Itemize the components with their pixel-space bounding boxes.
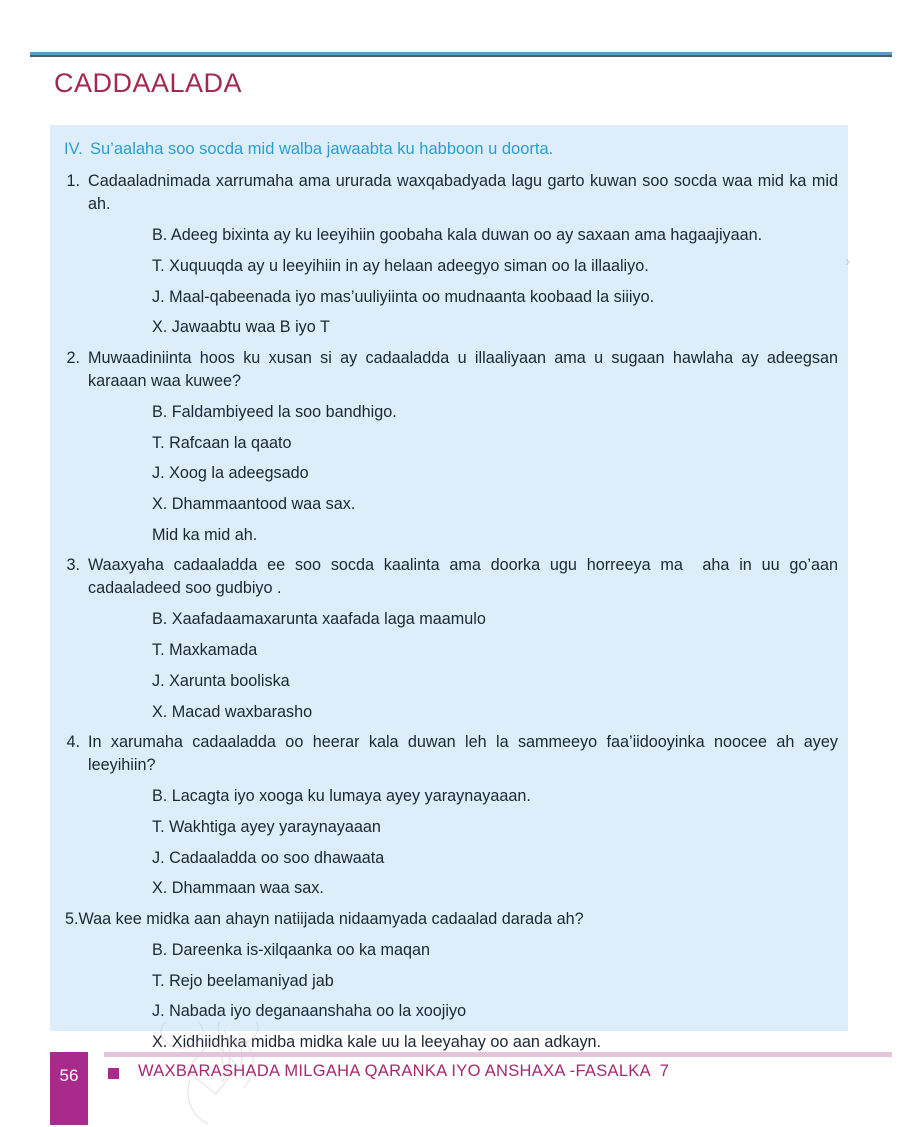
option-item: J. Maal-qabeenada iyo mas’uuliyiinta oo mudnaanta koobaad la siiiyo. [152, 287, 655, 306]
option-item: T. Xuquuqda ay u leeyihiin in ay helaan adeegyo siman oo la illaaliyo. [152, 257, 649, 276]
question-row [60, 908, 838, 931]
option-item: X. Jawaabtu waa B iyo T [152, 318, 330, 337]
option-item: B. Faldambiyeed la soo bandhigo. [152, 403, 397, 422]
option-item: J. Xoog la adeegsado [152, 464, 309, 483]
page-title: CADDAALADA [54, 68, 243, 98]
question-row [60, 170, 843, 216]
chevron-right-icon: › [845, 253, 850, 270]
question-number: 3. [66, 556, 80, 575]
question-row [60, 347, 843, 393]
option-item: T. Rejo beelamaniyad jab [152, 971, 334, 990]
instruction-numeral: IV. [64, 140, 83, 158]
option-item: X. Dhammaan waa sax. [152, 879, 324, 898]
question-number: 1. [66, 172, 80, 191]
option-item: J. Cadaaladda oo soo dhawaata [152, 848, 385, 867]
option-item: B. Adeeg bixinta ay ku leeyihiin goobaha kala duwan oo ay saxaan ama hagaajiyaan. [152, 226, 763, 245]
footer-title: WAXBARASHADA MILGAHA QARANKA IYO ANSHAXA -FASALKA 7 [138, 1062, 670, 1080]
question-text: Cadaaladnimada xarrumaha ama ururada waxqabadyada lagu garto kuwan soo socda waa mid ka mid ah. [88, 172, 843, 214]
question-row [60, 554, 843, 600]
question-text: In xarumaha cadaaladda oo heerar kala duwan leh la sammeeyo faa’iidooyinka noocee ah ayey leeyihiin? [88, 733, 843, 775]
option-item: J. Nabada iyo deganaanshaha oo la xoojiyo [152, 1002, 467, 1021]
header-rule [30, 52, 892, 57]
option-item: X. Dhammaantood waa sax. [152, 495, 356, 514]
instruction-heading [64, 139, 838, 160]
option-item: X. Macad waxbarasho [152, 702, 313, 721]
footer-rule [104, 1052, 892, 1057]
option-item: T. Maxkamada [152, 641, 258, 660]
option-item: B. Xaafadaamaxarunta xaafada laga maamulo [152, 610, 486, 629]
instruction-text: Su’aalaha soo socda mid walba jawaabta ku habboon u doorta. [90, 140, 554, 158]
question-number: 4. [66, 733, 80, 752]
option-item: Mid ka mid ah. [152, 525, 258, 544]
option-item: T. Rafcaan la qaato [152, 433, 292, 452]
option-item: T. Wakhtiga ayey yaraynayaaan [152, 817, 381, 836]
content-panel [50, 125, 848, 1051]
option-item: B. Dareenka is-xilqaanka oo ka maqan [152, 940, 431, 959]
option-item: X. Xidhiidhka midba midka kale uu la leeyahay oo aan adkayn. [152, 1032, 602, 1051]
square-bullet-icon [108, 1068, 119, 1079]
question-text: Waaxyaha cadaaladda ee soo socda kaalinta ama doorka ugu horreeya ma aha in uu go’aan cadaaladeed soo gudbiyo . [88, 556, 843, 598]
question-row [60, 731, 843, 777]
option-item: B. Lacagta iyo xooga ku lumaya ayey yaraynayaaan. [152, 787, 531, 806]
page-number-badge: 56 [50, 1052, 88, 1125]
question-number: 2. [66, 349, 80, 368]
question-text: Muwaadiniinta hoos ku xusan si ay cadaaladda u illaaliyaan ama u sugaan hawlaha ay adeegsan karaaan waa kuwee? [88, 349, 843, 391]
option-item: J. Xarunta booliska [152, 671, 290, 690]
question-text: 5.Waa kee midka aan ahayn natiijada nidaamyada cadaalad darada ah? [65, 909, 584, 928]
